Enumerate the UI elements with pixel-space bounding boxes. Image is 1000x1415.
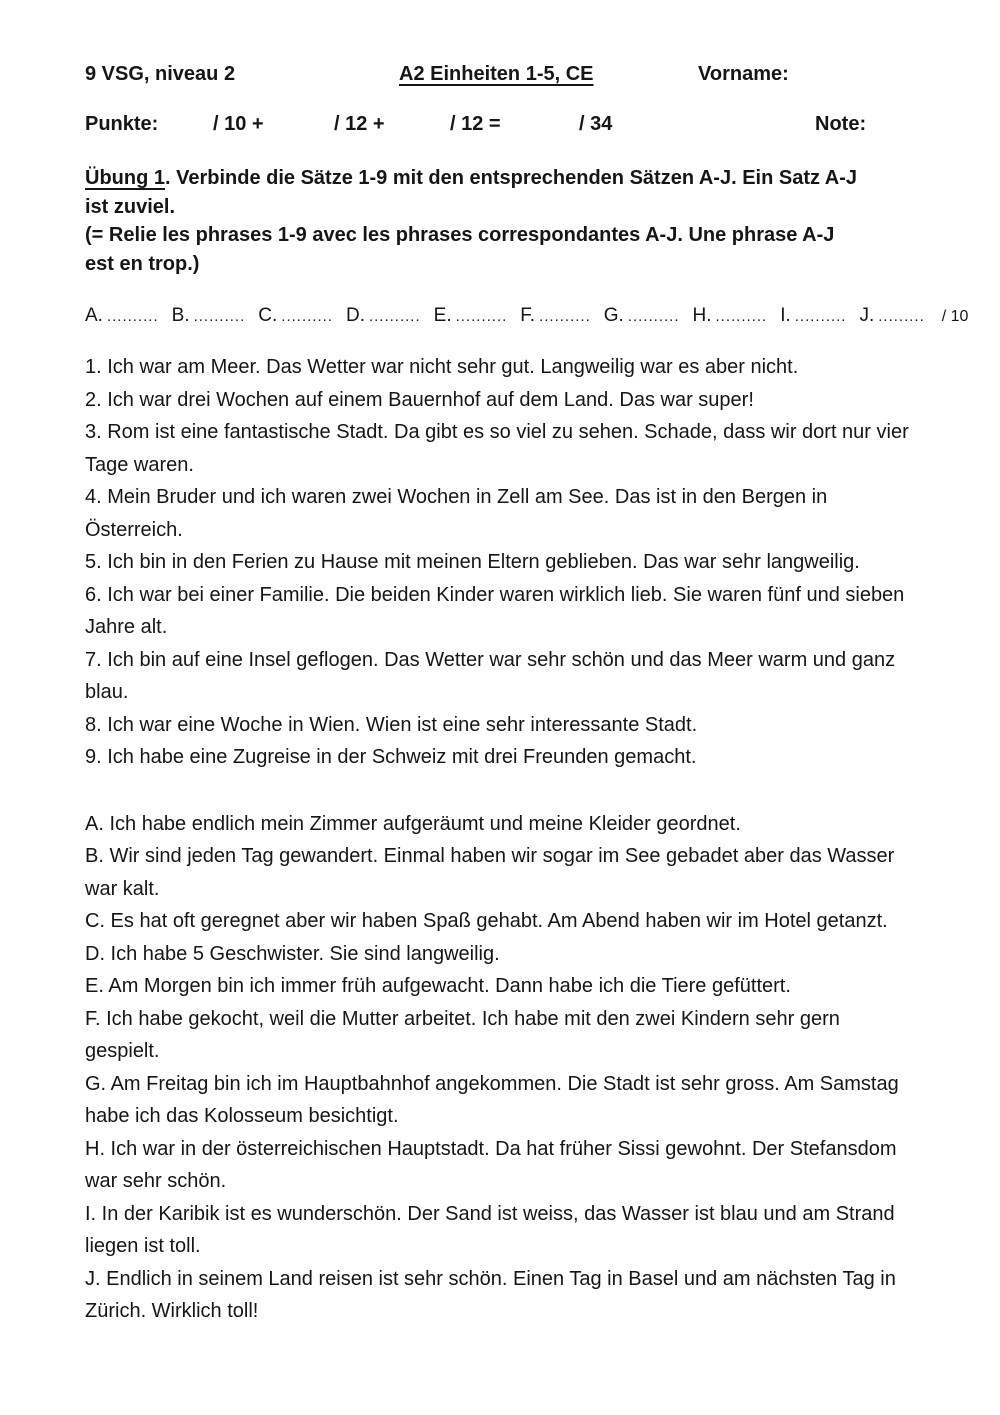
- exercise-title: Übung 1: [85, 167, 165, 189]
- answer-slot: [859, 300, 924, 333]
- lettered-sentence: D. Ich habe 5 Geschwister. Sie sind langweilig.: [85, 942, 500, 965]
- answer-blank: ..........: [281, 308, 333, 325]
- answer-slot: [693, 300, 768, 333]
- lettered-sentence: I. In der Karibik ist es wunderschön. Der Sand ist weiss, das Wasser ist blau und am Strand liegen ist toll.: [85, 1202, 895, 1257]
- numbered-sentence: 4. Mein Bruder und ich waren zwei Wochen in Zell am See. Das ist in den Bergen in Österreich.: [85, 486, 828, 541]
- answer-line-score: / 10: [941, 308, 969, 325]
- answer-blank: ..........: [627, 308, 680, 325]
- answer-blank: ..........: [539, 308, 591, 325]
- answer-slot: [520, 300, 590, 333]
- answer-slot-letter: I.: [780, 305, 791, 326]
- exercise-instruction: [85, 164, 865, 278]
- test-title: A2 Einheiten 1-5, CE: [399, 63, 594, 85]
- answer-blank: ..........: [193, 308, 246, 325]
- numbered-sentence: 6. Ich war bei einer Familie. Die beiden Kinder waren wirklich lieb. Sie waren fünf und sieben Jahre alt.: [85, 583, 905, 638]
- worksheet-header: [85, 60, 920, 90]
- numbered-sentence: 8. Ich war eine Woche in Wien. Wien ist eine sehr interessante Stadt.: [85, 713, 698, 736]
- numbered-sentence: 9. Ich habe eine Zugreise in der Schweiz mit drei Freunden gemacht.: [85, 746, 697, 768]
- answer-slot-letter: J.: [859, 305, 875, 326]
- points-label: Punkte:: [85, 113, 159, 135]
- lettered-sentence: A. Ich habe endlich mein Zimmer aufgeräumt und meine Kleider geordnet.: [85, 812, 741, 835]
- numbered-sentence: 2. Ich war drei Wochen auf einem Bauernhof auf dem Land. Das war super!: [85, 388, 754, 411]
- answer-line: [85, 300, 969, 333]
- answer-slot: [258, 300, 333, 333]
- answer-slot-letter: H.: [692, 305, 712, 326]
- score-part-2: / 12 +: [334, 113, 385, 135]
- answer-slot-letter: F.: [520, 305, 536, 326]
- lettered-sentence: H. Ich war in der österreichischen Hauptstadt. Da hat früher Sissi gewohnt. Der Stefansdom war sehr schön.: [85, 1137, 897, 1192]
- numbered-sentence: 1. Ich war am Meer. Das Wetter war nicht sehr gut. Langweilig war es aber nicht.: [85, 356, 799, 378]
- answer-slot: [346, 300, 421, 333]
- answer-slot: [172, 300, 246, 333]
- lettered-sentence: E. Am Morgen bin ich immer früh aufgewacht. Dann habe ich die Tiere gefüttert.: [85, 975, 791, 997]
- grade-label: Note:: [815, 113, 867, 135]
- answer-slot: [434, 300, 508, 333]
- numbered-sentence: 5. Ich bin in den Ferien zu Hause mit meinen Eltern geblieben. Das war sehr langweilig.: [85, 551, 860, 573]
- course-label: 9 VSG, niveau 2: [85, 63, 236, 85]
- score-row: [85, 110, 920, 140]
- answer-slot-letter: E.: [433, 305, 452, 326]
- exercise-instruction-de: . Verbinde die Sätze 1-9 mit den entsprechenden Sätzen A-J. Ein Satz A-J ist zuviel.: [85, 167, 858, 218]
- lettered-sentences: [85, 808, 915, 1328]
- answer-blank: .........: [878, 308, 925, 325]
- firstname-label: Vorname:: [698, 63, 789, 85]
- answer-slot-letter: G.: [603, 305, 624, 326]
- lettered-sentence: J. Endlich in seinem Land reisen ist sehr schön. Einen Tag in Basel und am nächsten Tag in Zürich. Wirklich toll!: [85, 1267, 896, 1322]
- answer-blank: ..........: [106, 308, 159, 325]
- lettered-sentence: G. Am Freitag bin ich im Hauptbahnhof angekommen. Die Stadt ist sehr gross. Am Samstag habe ich das Kolosseum besichtigt.: [85, 1072, 899, 1127]
- lettered-sentence: F. Ich habe gekocht, weil die Mutter arbeitet. Ich habe mit den zwei Kindern sehr gern gespielt.: [85, 1007, 840, 1062]
- numbered-sentence: 3. Rom ist eine fantastische Stadt. Da gibt es so viel zu sehen. Schade, dass wir dort nur vier Tage waren.: [85, 421, 909, 476]
- lettered-sentence: B. Wir sind jeden Tag gewandert. Einmal haben wir sogar im See gebadet aber das Wasser war kalt.: [85, 845, 895, 900]
- score-part-3: / 12 =: [450, 113, 501, 135]
- answer-blank: ..........: [794, 308, 847, 325]
- lettered-sentence: C. Es hat oft geregnet aber wir haben Spaß gehabt. Am Abend haben wir im Hotel getanzt.: [85, 910, 888, 932]
- answer-slot-letter: C.: [258, 305, 278, 326]
- answer-blank: ..........: [368, 308, 421, 325]
- answer-slot: [780, 300, 846, 333]
- answer-slot-letter: A.: [85, 305, 103, 326]
- answer-blank: ..........: [715, 308, 768, 325]
- answer-slot: [85, 300, 159, 333]
- numbered-sentence: 7. Ich bin auf eine Insel geflogen. Das Wetter war sehr schön und das Meer warm und ganz blau.: [85, 648, 896, 703]
- answer-blank: ..........: [455, 308, 508, 325]
- score-part-1: / 10 +: [213, 113, 264, 135]
- answer-slot: [604, 300, 680, 333]
- answer-slot-letter: B.: [171, 305, 190, 326]
- answer-slot-letter: D.: [345, 305, 365, 326]
- numbered-sentences: [85, 351, 915, 774]
- score-total: / 34: [579, 113, 613, 135]
- exercise-instruction-fr: (= Relie les phrases 1-9 avec les phrases correspondantes A-J. Une phrase A-J est en trop.): [85, 224, 835, 275]
